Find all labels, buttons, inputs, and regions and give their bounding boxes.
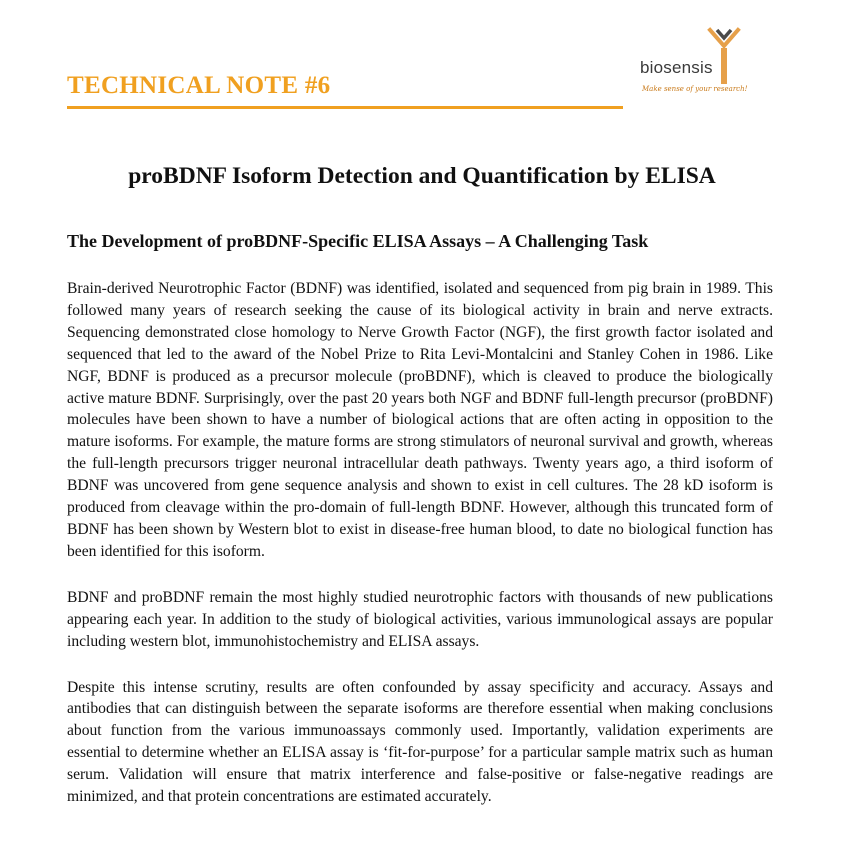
- biosensis-logo: [640, 26, 770, 98]
- paragraph-2: BDNF and proBDNF remain the most highly studied neurotrophic factors with thousands of new publications appearing each year. In addition to the study of biological activities, various immunological assays are popular including western blot, immunohistochemistry and ELISA assays.: [67, 588, 773, 650]
- logo-tagline: Make sense of your research!: [642, 85, 748, 93]
- section-heading: The Development of proBDNF-Specific ELISA Assays – A Challenging Task: [67, 231, 649, 251]
- paragraph-1: Brain-derived Neurotrophic Factor (BDNF) was identified, isolated and sequenced from pig brain in 1989. This followed many years of research seeking the cause of its biological activity in brain and nerve extracts. Sequencing demonstrated close homology to Nerve Growth Factor (NGF), the first growth factor isolated and sequenced that led to the award of the Nobel Prize to Rita Levi-Montalcini and Stanley Cohen in 1986. Like NGF, BDNF is produced as a precursor molecule (proBDNF), which is cleaved to produce the biologically active mature BDNF. Surprisingly, over the past 20 years both NGF and BDNF full-length precursor (proBDNF) molecules have been shown to have a number of biological actions that are often acting in opposition to the mature isoforms. For example, the mature forms are strong stimulators of neuronal survival and growth, whereas the full-length precursors trigger neuronal intracellular death pathways. Twenty years ago, a third isoform of BDNF was uncovered from gene sequence analysis and shown to exist in cell cultures. The 28 kD isoform is produced from cleavage within the pro-domain of full-length BDNF. However, although this truncated form of BDNF has been shown by Western blot to exist in disease-free human blood, to date no biological function has been identified for this isoform.: [67, 280, 773, 560]
- paragraph-3: Despite this intense scrutiny, results are often confounded by assay specificity and accuracy. Assays and antibodies that can distinguish between the separate isoforms are therefore essential when making conclusions about function from the various immunoassays commonly used. Importantly, validation experiments are essential to determine whether an ELISA assay is ‘fit-for-purpose’ for a particular sample matrix such as human serum. Validation will ensure that matrix interference and false-positive or false-negative readings are minimized, and that protein concentrations are estimated accurately.: [67, 678, 773, 806]
- body-text: [67, 278, 773, 832]
- header-divider: [67, 106, 623, 109]
- logo-wordmark: biosensis: [640, 58, 713, 77]
- document-title: proBDNF Isoform Detection and Quantification by ELISA: [128, 163, 716, 189]
- technical-note-label: TECHNICAL NOTE #6: [67, 72, 331, 99]
- antibody-y-icon: [704, 26, 760, 86]
